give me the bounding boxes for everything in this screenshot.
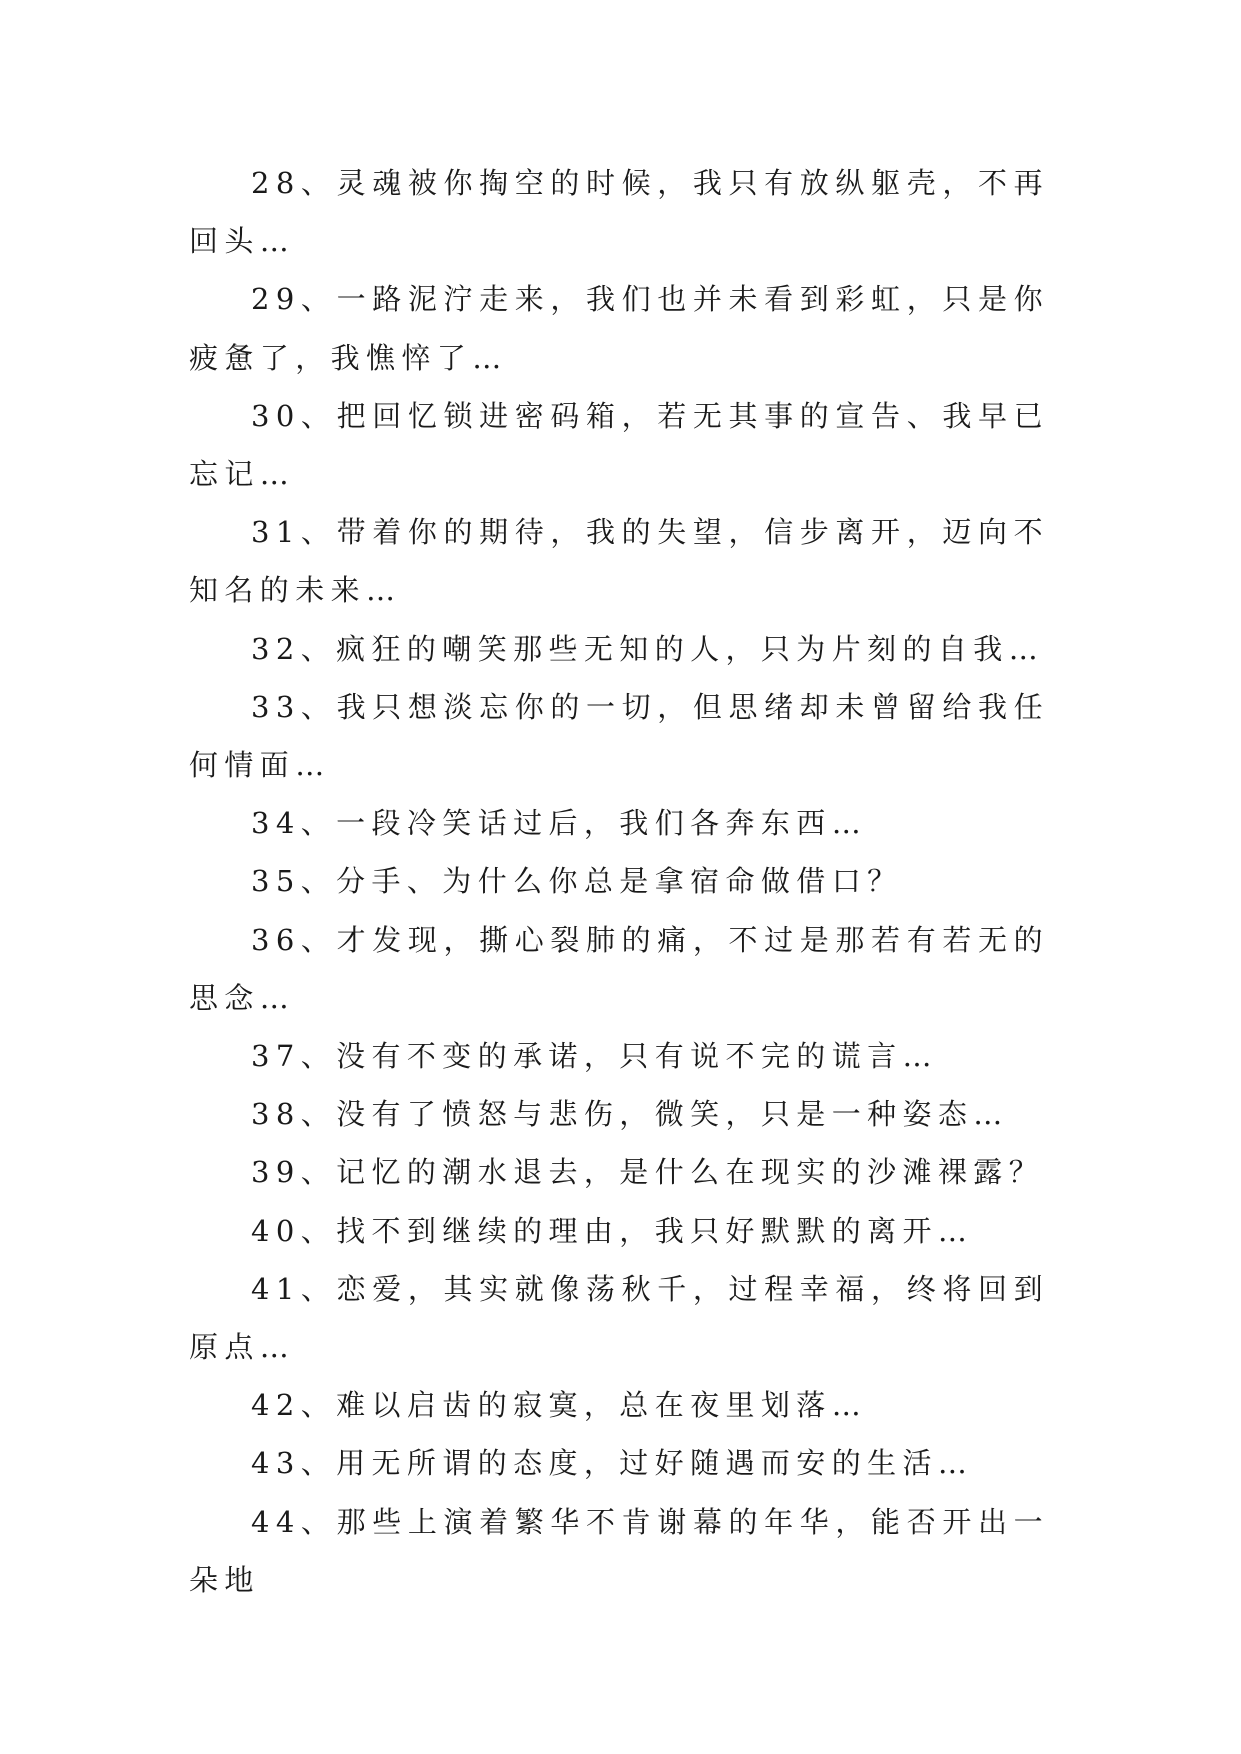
paragraph-29: 29、一路泥泞走来，我们也并未看到彩虹，只是你疲惫了，我憔悴了…	[189, 282, 1049, 375]
paragraph-37: 37、没有不变的承诺，只有说不完的谎言…	[251, 1039, 938, 1074]
paragraph-42: 42、难以启齿的寂寞，总在夜里划落…	[251, 1388, 868, 1423]
paragraph-32: 32、疯狂的嘲笑那些无知的人，只为片刻的自我…	[251, 631, 1045, 666]
document-body	[189, 154, 1049, 1609]
paragraph-44: 44、那些上演着繁华不肯谢幕的年华，能否开出一朵地	[189, 1504, 1049, 1597]
paragraph-28: 28、灵魂被你掏空的时候，我只有放纵躯壳，不再回头…	[189, 166, 1049, 259]
paragraph-34: 34、一段冷笑话过后，我们各奔东西…	[251, 806, 868, 841]
paragraph-38: 38、没有了愤怒与悲伤，微笑，只是一种姿态…	[251, 1097, 1009, 1132]
paragraph-31: 31、带着你的期待，我的失望，信步离开，迈向不知名的未来…	[189, 515, 1049, 608]
paragraph-30: 30、把回忆锁进密码箱，若无其事的宣告、我早已忘记…	[189, 398, 1049, 492]
paragraph-39: 39、记忆的潮水退去，是什么在现实的沙滩裸露？	[251, 1155, 1045, 1190]
paragraph-41: 41、恋爱，其实就像荡秋千，过程幸福，终将回到原点…	[189, 1271, 1049, 1365]
paragraph-35: 35、分手、为什么你总是拿宿命做借口？	[251, 864, 903, 899]
paragraph-43: 43、用无所谓的态度，过好随遇而安的生活…	[251, 1446, 974, 1481]
paragraph-33: 33、我只想淡忘你的一切，但思绪却未曾留给我任何情面…	[189, 689, 1049, 783]
paragraph-40: 40、找不到继续的理由，我只好默默的离开…	[251, 1213, 974, 1248]
paragraph-36: 36、才发现，撕心裂肺的痛，不过是那若有若无的思念…	[189, 922, 1049, 1015]
